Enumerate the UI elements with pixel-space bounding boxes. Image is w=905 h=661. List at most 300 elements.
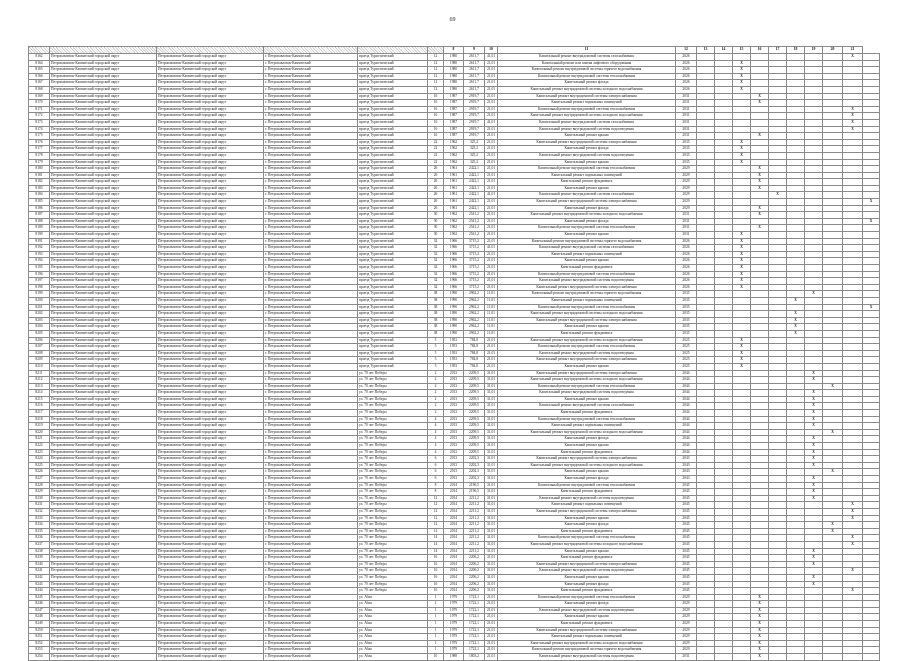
- schedule-mark-cell: [715, 522, 733, 529]
- year-cell: 2014: [444, 548, 464, 555]
- plan-year-cell: 2031: [676, 106, 697, 113]
- street-cell: ул. 70 лет Победы: [358, 581, 428, 588]
- work-type-cell: Капитальный ремонт подвальных помещений: [498, 423, 676, 430]
- street-cell: проезд Туристический: [358, 100, 428, 107]
- schedule-mark-cell: [805, 100, 823, 107]
- street-cell: проезд Туристический: [358, 146, 428, 153]
- street-cell: ул. 70 лет Победы: [358, 588, 428, 595]
- schedule-mark-cell: [715, 654, 733, 661]
- schedule-mark-cell: [823, 218, 843, 225]
- table-row: [29, 344, 880, 351]
- schedule-mark-cell: [697, 515, 715, 522]
- plan-year-cell: 2035: [676, 330, 697, 337]
- plan-year-cell: 2029: [676, 640, 697, 647]
- schedule-mark-cell: [787, 535, 805, 542]
- row-id: 8243: [29, 581, 50, 588]
- cost-cell: 21,01: [485, 126, 498, 133]
- owner-cell: Петропавловск-Камчатский городской округ: [50, 528, 157, 535]
- schedule-mark-cell: [823, 192, 843, 199]
- plan-year-cell: 2031: [676, 133, 697, 140]
- schedule-mark-cell: [863, 80, 880, 87]
- area-cell: 2196,5: [464, 489, 485, 496]
- work-type-cell: Капитальный ремонт внутридомовой системы теплоснабжения: [498, 106, 676, 113]
- schedule-mark-cell: X: [787, 330, 805, 337]
- schedule-mark-cell: [715, 621, 733, 628]
- year-cell: 2013: [444, 476, 464, 483]
- cost-cell: 31,01: [485, 528, 498, 535]
- schedule-mark-cell: [769, 152, 787, 159]
- schedule-mark-cell: [733, 495, 751, 502]
- schedule-mark-cell: [863, 410, 880, 417]
- table-row: [29, 291, 880, 298]
- work-type-cell: Капитальный ремонт крыши: [498, 324, 676, 331]
- schedule-mark-cell: [805, 185, 823, 192]
- plan-year-cell: 2035: [676, 139, 697, 146]
- schedule-mark-cell: [769, 317, 787, 324]
- schedule-mark-cell: [697, 60, 715, 67]
- area-cell: 2202,3: [464, 462, 485, 469]
- schedule-mark-cell: X: [805, 482, 823, 489]
- schedule-mark-cell: [843, 212, 863, 219]
- city-cell: г. Петропавловск-Камчатский: [264, 423, 358, 430]
- house-number-cell: 1: [428, 640, 444, 647]
- schedule-mark-cell: [715, 106, 733, 113]
- year-cell: 1966: [444, 245, 464, 252]
- owner-cell: Петропавловск-Камчатский городской округ: [50, 126, 157, 133]
- schedule-mark-cell: [863, 508, 880, 515]
- owner-cell: Петропавловск-Камчатский городской округ: [50, 489, 157, 496]
- schedule-mark-cell: [787, 627, 805, 634]
- schedule-mark-cell: [823, 370, 843, 377]
- schedule-mark-cell: [787, 146, 805, 153]
- house-number-cell: 12: [428, 502, 444, 509]
- work-type-cell: Капитальный ремонт крыши: [498, 185, 676, 192]
- house-number-cell: 26: [428, 166, 444, 173]
- table-row: [29, 495, 880, 502]
- schedule-mark-cell: [751, 555, 769, 562]
- plan-year-cell: 2044: [676, 429, 697, 436]
- house-number-cell: 6: [428, 476, 444, 483]
- street-cell: ул. 70 лет Победы: [358, 469, 428, 476]
- cost-cell: 21,01: [485, 337, 498, 344]
- city-cell: г. Петропавловск-Камчатский: [264, 357, 358, 364]
- house-number-cell: 38: [428, 324, 444, 331]
- district-cell: Петропавловск-Камчатский городской округ: [157, 245, 264, 252]
- street-cell: ул. 70 лет Победы: [358, 410, 428, 417]
- table-row: [29, 614, 880, 621]
- schedule-mark-cell: [697, 73, 715, 80]
- row-id: 8249: [29, 621, 50, 628]
- schedule-mark-cell: [863, 245, 880, 252]
- schedule-mark-cell: [697, 443, 715, 450]
- table-row: [29, 449, 880, 456]
- work-type-cell: Капитальный ремонт внутридомовой системы теплоснабжения: [498, 225, 676, 232]
- owner-cell: Петропавловск-Камчатский городской округ: [50, 317, 157, 324]
- cost-cell: 31,01: [485, 568, 498, 575]
- schedule-mark-cell: [843, 185, 863, 192]
- area-cell: 1722,1: [464, 634, 485, 641]
- table-row: [29, 80, 880, 87]
- street-cell: проезд Туристический: [358, 172, 428, 179]
- table-row: [29, 152, 880, 159]
- table-row: [29, 297, 880, 304]
- work-type-cell: Капитальный ремонт внутридомовой системы водоотведения: [498, 126, 676, 133]
- schedule-mark-cell: [863, 647, 880, 654]
- year-cell: 2014: [444, 495, 464, 502]
- owner-cell: Петропавловск-Камчатский городской округ: [50, 515, 157, 522]
- schedule-mark-cell: [751, 238, 769, 245]
- schedule-mark-cell: [823, 350, 843, 357]
- schedule-mark-cell: [697, 370, 715, 377]
- schedule-mark-cell: [715, 489, 733, 496]
- street-cell: проезд Туристический: [358, 67, 428, 74]
- schedule-mark-cell: [823, 449, 843, 456]
- schedule-mark-cell: [787, 555, 805, 562]
- plan-year-cell: 2026: [676, 67, 697, 74]
- owner-cell: Петропавловск-Камчатский городской округ: [50, 541, 157, 548]
- schedule-mark-cell: [823, 232, 843, 239]
- schedule-mark-cell: [823, 621, 843, 628]
- schedule-mark-cell: [787, 245, 805, 252]
- row-id: 8211: [29, 370, 50, 377]
- street-cell: ул. 70 лет Победы: [358, 548, 428, 555]
- schedule-mark-cell: [715, 627, 733, 634]
- schedule-mark-cell: [823, 462, 843, 469]
- schedule-mark-cell: [843, 476, 863, 483]
- street-cell: ул. 70 лет Победы: [358, 482, 428, 489]
- district-cell: Петропавловск-Камчатский городской округ: [157, 291, 264, 298]
- schedule-mark-cell: [805, 429, 823, 436]
- street-cell: ул. 70 лет Победы: [358, 568, 428, 575]
- schedule-mark-cell: [769, 291, 787, 298]
- plan-year-cell: 2035: [676, 317, 697, 324]
- street-cell: проезд Туристический: [358, 363, 428, 370]
- year-cell: 2014: [444, 574, 464, 581]
- area-cell: 3715,2: [464, 238, 485, 245]
- district-cell: Петропавловск-Камчатский городской округ: [157, 232, 264, 239]
- schedule-mark-cell: [843, 403, 863, 410]
- house-number-cell: 16: [428, 113, 444, 120]
- schedule-mark-cell: [863, 100, 880, 107]
- street-cell: ул. 70 лет Победы: [358, 377, 428, 384]
- work-type-cell: Капитальный ремонт крыши: [498, 469, 676, 476]
- cost-cell: 31,01: [485, 436, 498, 443]
- house-number-cell: 26: [428, 185, 444, 192]
- schedule-mark-cell: [751, 271, 769, 278]
- area-cell: 2211,2: [464, 548, 485, 555]
- schedule-mark-cell: [823, 330, 843, 337]
- year-cell: 1990: [444, 324, 464, 331]
- schedule-mark-cell: X: [805, 574, 823, 581]
- district-cell: Петропавловск-Камчатский городской округ: [157, 621, 264, 628]
- schedule-mark-cell: [823, 561, 843, 568]
- table-row: [29, 377, 880, 384]
- cost-cell: 31,01: [485, 403, 498, 410]
- cost-cell: 21,01: [485, 601, 498, 608]
- area-cell: 2209,5: [464, 370, 485, 377]
- schedule-mark-cell: [805, 106, 823, 113]
- table-row: [29, 429, 880, 436]
- schedule-mark-cell: [843, 251, 863, 258]
- work-type-cell: Капитальный ремонт внутридомовой системы теплоснабжения: [498, 166, 676, 173]
- year-cell: 1966: [444, 271, 464, 278]
- area-cell: 2211,2: [464, 535, 485, 542]
- district-cell: Петропавловск-Камчатский городской округ: [157, 179, 264, 186]
- table-row: [29, 166, 880, 173]
- schedule-mark-cell: [805, 199, 823, 206]
- plan-year-cell: 2044: [676, 396, 697, 403]
- street-cell: проезд Туристический: [358, 225, 428, 232]
- schedule-mark-cell: [697, 482, 715, 489]
- schedule-mark-cell: [805, 179, 823, 186]
- schedule-mark-cell: [843, 172, 863, 179]
- schedule-mark-cell: [769, 212, 787, 219]
- schedule-mark-cell: [769, 482, 787, 489]
- schedule-mark-cell: [823, 482, 843, 489]
- schedule-mark-cell: [697, 291, 715, 298]
- street-cell: ул. 70 лет Победы: [358, 528, 428, 535]
- schedule-mark-cell: [751, 192, 769, 199]
- row-id: 8238: [29, 548, 50, 555]
- schedule-mark-cell: [697, 232, 715, 239]
- work-type-cell: Капитальный ремонт внутридомовой системы холодного водоснабжения: [498, 212, 676, 219]
- schedule-mark-cell: [769, 370, 787, 377]
- house-number-cell: 12: [428, 522, 444, 529]
- district-cell: Петропавловск-Камчатский городской округ: [157, 271, 264, 278]
- city-cell: г. Петропавловск-Камчатский: [264, 627, 358, 634]
- schedule-mark-cell: [751, 515, 769, 522]
- schedule-mark-cell: [733, 423, 751, 430]
- cost-cell: 11,01: [485, 291, 498, 298]
- year-cell: 2014: [444, 588, 464, 595]
- schedule-mark-cell: [843, 265, 863, 272]
- owner-cell: Петропавловск-Камчатский городской округ: [50, 449, 157, 456]
- schedule-mark-cell: [769, 337, 787, 344]
- year-cell: 1990: [444, 330, 464, 337]
- row-id: 8190: [29, 232, 50, 239]
- schedule-mark-cell: [823, 179, 843, 186]
- schedule-mark-cell: [843, 647, 863, 654]
- schedule-mark-cell: [751, 588, 769, 595]
- schedule-mark-cell: [697, 86, 715, 93]
- owner-cell: Петропавловск-Камчатский городской округ: [50, 456, 157, 463]
- schedule-mark-cell: [787, 515, 805, 522]
- cost-cell: 21,01: [485, 232, 498, 239]
- schedule-mark-cell: [697, 172, 715, 179]
- row-id: 8251: [29, 634, 50, 641]
- schedule-mark-cell: [863, 456, 880, 463]
- schedule-mark-cell: [805, 245, 823, 252]
- plan-year-cell: 2035: [676, 146, 697, 153]
- plan-year-cell: 2029: [676, 192, 697, 199]
- schedule-mark-cell: [863, 212, 880, 219]
- plan-year-cell: 2045: [676, 508, 697, 515]
- schedule-mark-cell: [733, 548, 751, 555]
- schedule-mark-cell: [697, 541, 715, 548]
- schedule-mark-cell: [769, 185, 787, 192]
- city-cell: г. Петропавловск-Камчатский: [264, 60, 358, 67]
- district-cell: Петропавловск-Камчатский городской округ: [157, 508, 264, 515]
- year-cell: 1980: [444, 54, 464, 61]
- street-cell: проезд Туристический: [358, 159, 428, 166]
- row-id: 8194: [29, 258, 50, 265]
- city-cell: г. Петропавловск-Камчатский: [264, 133, 358, 140]
- schedule-mark-cell: [697, 212, 715, 219]
- area-cell: 3715,2: [464, 251, 485, 258]
- street-cell: ул. 70 лет Победы: [358, 541, 428, 548]
- cost-cell: 11,01: [485, 311, 498, 318]
- area-cell: 2211,2: [464, 528, 485, 535]
- schedule-mark-cell: [805, 640, 823, 647]
- area-cell: 2209,5: [464, 416, 485, 423]
- schedule-mark-cell: [863, 344, 880, 351]
- schedule-mark-cell: [769, 588, 787, 595]
- street-cell: проезд Туристический: [358, 106, 428, 113]
- year-cell: 2013: [444, 462, 464, 469]
- schedule-mark-cell: [697, 410, 715, 417]
- table-row: [29, 205, 880, 212]
- district-cell: Петропавловск-Камчатский городской округ: [157, 106, 264, 113]
- schedule-mark-cell: [863, 654, 880, 661]
- street-cell: проезд Туристический: [358, 73, 428, 80]
- schedule-mark-cell: [733, 297, 751, 304]
- schedule-mark-cell: [843, 304, 863, 311]
- year-cell: 1979: [444, 627, 464, 634]
- column-header: [50, 47, 157, 54]
- area-cell: 1722,1: [464, 594, 485, 601]
- area-cell: 2209,5: [464, 443, 485, 450]
- plan-year-cell: 2029: [676, 621, 697, 628]
- house-number-cell: 1: [428, 614, 444, 621]
- schedule-mark-cell: [769, 159, 787, 166]
- area-cell: 2211,2: [464, 515, 485, 522]
- schedule-mark-cell: X: [751, 212, 769, 219]
- schedule-mark-cell: [751, 159, 769, 166]
- schedule-mark-cell: [715, 357, 733, 364]
- table-row: [29, 541, 880, 548]
- schedule-mark-cell: [733, 594, 751, 601]
- schedule-mark-cell: X: [733, 146, 751, 153]
- schedule-mark-cell: [787, 60, 805, 67]
- plan-year-cell: 2044: [676, 436, 697, 443]
- area-cell: 2422,1: [464, 179, 485, 186]
- row-id: 8187: [29, 212, 50, 219]
- schedule-mark-cell: [843, 67, 863, 74]
- schedule-mark-cell: [697, 522, 715, 529]
- schedule-mark-cell: [843, 449, 863, 456]
- district-cell: Петропавловск-Камчатский городской округ: [157, 284, 264, 291]
- work-type-cell: Капитальный ремонт фундамента: [498, 330, 676, 337]
- schedule-mark-cell: [863, 185, 880, 192]
- row-id: 8180: [29, 166, 50, 173]
- plan-year-cell: 2035: [676, 291, 697, 298]
- year-cell: 1962: [444, 212, 464, 219]
- row-id: 8206: [29, 337, 50, 344]
- owner-cell: Петропавловск-Камчатский городской округ: [50, 462, 157, 469]
- district-cell: Петропавловск-Камчатский городской округ: [157, 548, 264, 555]
- schedule-mark-cell: [823, 416, 843, 423]
- work-type-cell: Капитальный ремонт внутридомовой системы водоотведения: [498, 350, 676, 357]
- schedule-mark-cell: [843, 324, 863, 331]
- plan-year-cell: 2045: [676, 588, 697, 595]
- schedule-mark-cell: [751, 548, 769, 555]
- schedule-mark-cell: [715, 199, 733, 206]
- row-id: 8213: [29, 383, 50, 390]
- schedule-mark-cell: [843, 634, 863, 641]
- city-cell: г. Петропавловск-Камчатский: [264, 403, 358, 410]
- year-cell: 1979: [444, 647, 464, 654]
- street-cell: проезд Туристический: [358, 350, 428, 357]
- table-row: [29, 212, 880, 219]
- schedule-mark-cell: X: [823, 469, 843, 476]
- schedule-mark-cell: [823, 324, 843, 331]
- area-cell: 2919,7: [464, 119, 485, 126]
- house-number-cell: 2: [428, 383, 444, 390]
- schedule-mark-cell: [805, 278, 823, 285]
- schedule-mark-cell: [715, 574, 733, 581]
- schedule-mark-cell: [715, 297, 733, 304]
- schedule-mark-cell: [715, 449, 733, 456]
- schedule-mark-cell: [843, 192, 863, 199]
- owner-cell: Петропавловск-Камчатский городской округ: [50, 291, 157, 298]
- schedule-mark-cell: [823, 291, 843, 298]
- schedule-mark-cell: [769, 251, 787, 258]
- schedule-mark-cell: [843, 100, 863, 107]
- plan-year-cell: 2043: [676, 462, 697, 469]
- schedule-mark-cell: [769, 119, 787, 126]
- table-row: [29, 330, 880, 337]
- column-header: 21: [843, 47, 863, 54]
- schedule-mark-cell: [823, 152, 843, 159]
- schedule-mark-cell: X: [805, 377, 823, 384]
- district-cell: Петропавловск-Камчатский городской округ: [157, 528, 264, 535]
- work-type-cell: Капитальный ремонт внутридомовой системы электроснабжения: [498, 508, 676, 515]
- column-header: 8: [444, 47, 464, 54]
- schedule-mark-cell: [751, 482, 769, 489]
- schedule-mark-cell: [715, 311, 733, 318]
- schedule-mark-cell: [697, 179, 715, 186]
- schedule-mark-cell: [769, 100, 787, 107]
- city-cell: г. Петропавловск-Камчатский: [264, 390, 358, 397]
- schedule-mark-cell: [863, 403, 880, 410]
- schedule-mark-cell: [751, 106, 769, 113]
- row-id: 8175: [29, 133, 50, 140]
- table-row: [29, 528, 880, 535]
- year-cell: 2013: [444, 396, 464, 403]
- plan-year-cell: 2026: [676, 271, 697, 278]
- schedule-mark-cell: [769, 357, 787, 364]
- street-cell: ул. 70 лет Победы: [358, 555, 428, 562]
- schedule-mark-cell: [823, 423, 843, 430]
- schedule-mark-cell: [697, 357, 715, 364]
- row-id: 8200: [29, 297, 50, 304]
- city-cell: г. Петропавловск-Камчатский: [264, 522, 358, 529]
- cost-cell: 31,01: [485, 429, 498, 436]
- owner-cell: Петропавловск-Камчатский городской округ: [50, 251, 157, 258]
- year-cell: 2014: [444, 581, 464, 588]
- schedule-mark-cell: [733, 482, 751, 489]
- schedule-mark-cell: [805, 317, 823, 324]
- schedule-mark-cell: [843, 495, 863, 502]
- area-cell: 2206,2: [464, 574, 485, 581]
- schedule-mark-cell: [787, 429, 805, 436]
- plan-year-cell: 2045: [676, 482, 697, 489]
- district-cell: Петропавловск-Камчатский городской округ: [157, 456, 264, 463]
- schedule-mark-cell: [805, 469, 823, 476]
- schedule-mark-cell: [697, 601, 715, 608]
- house-number-cell: 32: [428, 278, 444, 285]
- city-cell: г. Петропавловск-Камчатский: [264, 304, 358, 311]
